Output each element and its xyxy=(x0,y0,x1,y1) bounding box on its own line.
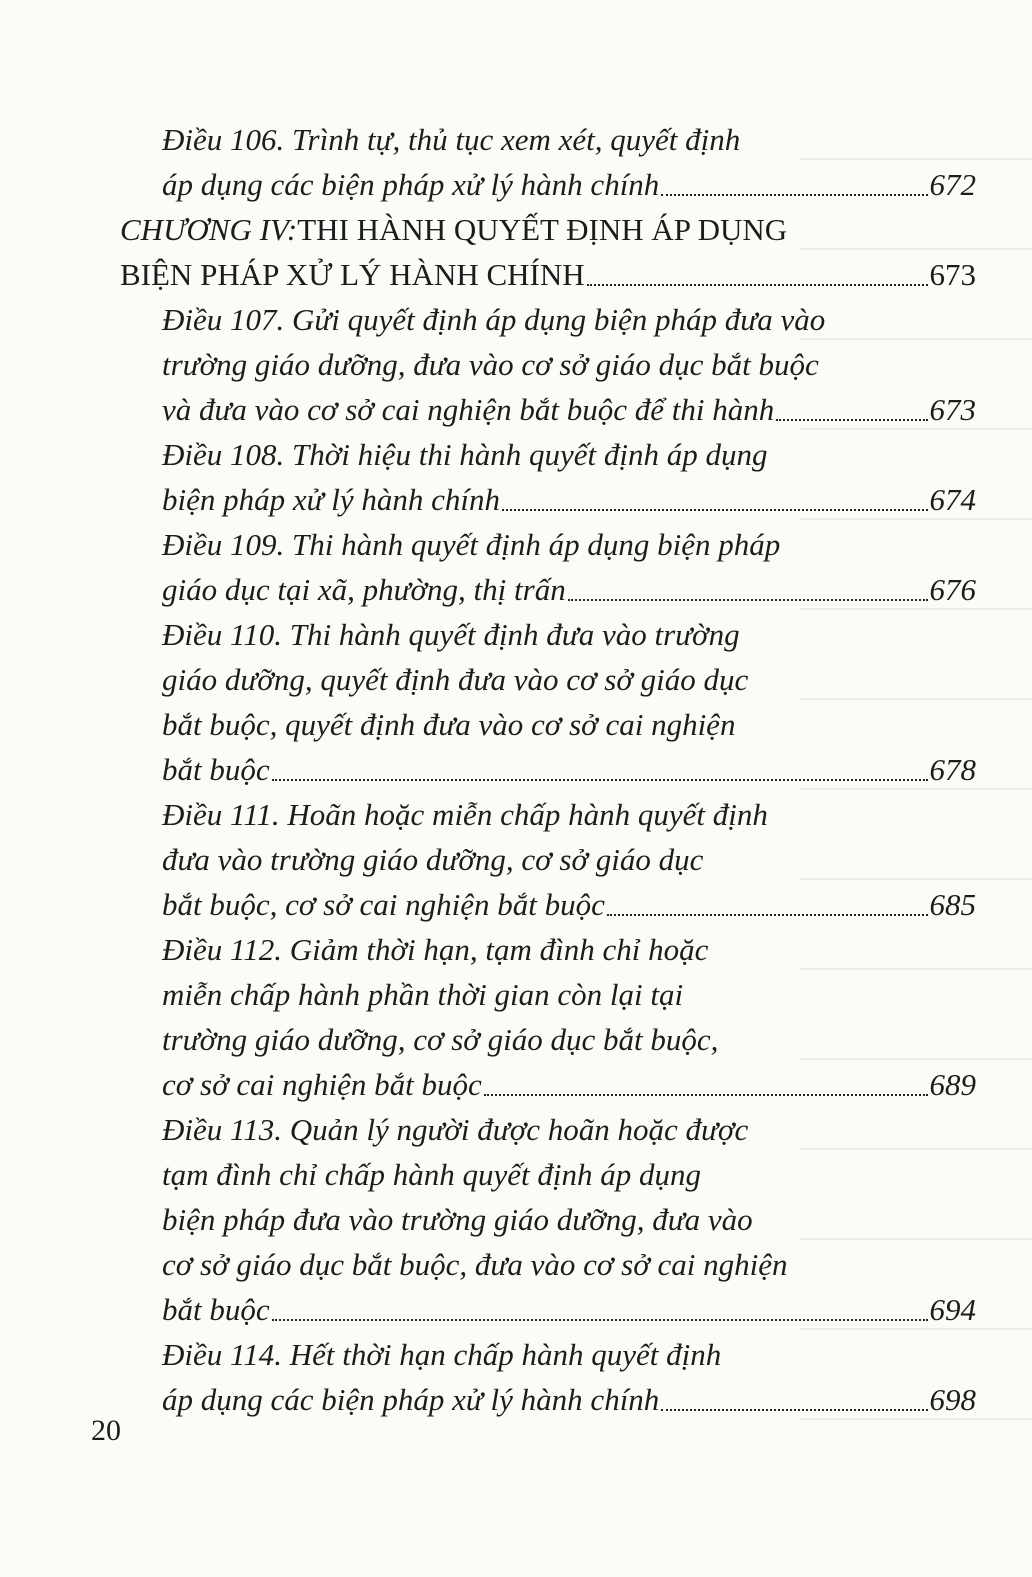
toc-line xyxy=(120,117,976,162)
toc-entry-text: tạm đình chỉ chấp hành quyết định áp dụng xyxy=(162,1157,701,1192)
toc-entry-text: bắt buộc, cơ sở cai nghiện bắt buộc xyxy=(162,887,605,922)
toc-page-ref: 698 xyxy=(929,1382,976,1417)
toc-entry-text: trường giáo dưỡng, đưa vào cơ sở giáo dục bắt buộc xyxy=(162,347,819,382)
dot-leader xyxy=(607,882,928,927)
toc-entry-text: THI HÀNH QUYẾT ĐỊNH ÁP DỤNG xyxy=(297,212,788,247)
toc-entry-text: BIỆN PHÁP XỬ LÝ HÀNH CHÍNH xyxy=(120,257,585,292)
dot-leader xyxy=(272,747,928,792)
toc-entry-text: Điều 114. Hết thời hạn chấp hành quyết định xyxy=(162,1337,722,1372)
toc-entry-text: bắt buộc xyxy=(162,752,270,787)
toc-entry-text: áp dụng các biện pháp xử lý hành chính xyxy=(162,1382,660,1417)
toc-line xyxy=(120,1017,976,1062)
toc-page-ref: 694 xyxy=(929,1292,976,1327)
toc-entry-text: cơ sở cai nghiện bắt buộc xyxy=(162,1067,482,1102)
toc-line xyxy=(120,1107,976,1152)
toc-line xyxy=(120,207,976,252)
toc-entry-text: Điều 113. Quản lý người được hoãn hoặc được xyxy=(162,1112,749,1147)
toc-line xyxy=(120,837,976,882)
toc-line xyxy=(120,1242,976,1287)
toc-page-ref: 673 xyxy=(929,392,976,427)
toc-page-ref: 673 xyxy=(929,257,976,292)
toc-line xyxy=(120,927,976,972)
toc-line xyxy=(120,792,976,837)
toc-entry-text: Điều 108. Thời hiệu thi hành quyết định áp dụng xyxy=(162,437,768,472)
toc-entry-text: cơ sở giáo dục bắt buộc, đưa vào cơ sở cai nghiện xyxy=(162,1247,788,1282)
toc-line xyxy=(120,657,976,702)
dot-leader xyxy=(661,162,927,207)
toc-line xyxy=(120,387,976,432)
toc-entry-text: biện pháp xử lý hành chính xyxy=(162,482,501,517)
toc-page-ref: 672 xyxy=(929,167,976,202)
toc-entry-text: Điều 112. Giảm thời hạn, tạm đình chỉ hoặc xyxy=(162,932,709,967)
toc-line xyxy=(120,1332,976,1377)
toc-line xyxy=(120,252,976,297)
toc-entry-text: Điều 109. Thi hành quyết định áp dụng biện pháp xyxy=(162,527,781,562)
toc-line xyxy=(120,1377,976,1422)
toc-line xyxy=(120,882,976,927)
toc-entry-text: bắt buộc, quyết định đưa vào cơ sở cai nghiện xyxy=(162,707,736,742)
toc-line xyxy=(120,342,976,387)
toc-line xyxy=(120,567,976,612)
toc-entry-text: biện pháp đưa vào trường giáo dưỡng, đưa vào xyxy=(162,1202,753,1237)
toc-line xyxy=(120,747,976,792)
toc-entry-text: Điều 107. Gửi quyết định áp dụng biện pháp đưa vào xyxy=(162,302,826,337)
dot-leader xyxy=(484,1062,928,1107)
dot-leader xyxy=(272,1287,928,1332)
toc-entry-text: miễn chấp hành phần thời gian còn lại tại xyxy=(162,977,684,1012)
toc-entry-text: giáo dưỡng, quyết định đưa vào cơ sở giáo dục xyxy=(162,662,749,697)
toc-line xyxy=(120,612,976,657)
table-of-contents xyxy=(120,117,976,1422)
toc-line xyxy=(120,1287,976,1332)
toc-line xyxy=(120,1062,976,1107)
toc-line xyxy=(120,477,976,522)
toc-line xyxy=(120,522,976,567)
dot-leader xyxy=(568,567,928,612)
toc-entry-text: Điều 111. Hoãn hoặc miễn chấp hành quyết định xyxy=(162,797,768,832)
toc-entry-text: bắt buộc xyxy=(162,1292,270,1327)
toc-page-ref: 676 xyxy=(929,572,976,607)
toc-page-ref: 678 xyxy=(929,752,976,787)
toc-line xyxy=(120,432,976,477)
dot-leader xyxy=(502,477,927,522)
dot-leader xyxy=(776,387,927,432)
toc-entry-text: áp dụng các biện pháp xử lý hành chính xyxy=(162,167,660,202)
toc-page-ref: 689 xyxy=(929,1067,976,1102)
chapter-label: CHƯƠNG IV: xyxy=(120,212,298,247)
toc-line xyxy=(120,1197,976,1242)
toc-entry-text: Điều 106. Trình tự, thủ tục xem xét, quyết định xyxy=(162,122,741,157)
toc-entry-text: trường giáo dưỡng, cơ sở giáo dục bắt buộc, xyxy=(162,1022,719,1057)
page-number: 20 xyxy=(91,1414,121,1447)
toc-entry-text: giáo dục tại xã, phường, thị trấn xyxy=(162,572,566,607)
dot-leader xyxy=(587,252,928,297)
toc-page-ref: 674 xyxy=(929,482,976,517)
toc-line xyxy=(120,1152,976,1197)
toc-entry-text: đưa vào trường giáo dưỡng, cơ sở giáo dục xyxy=(162,842,704,877)
toc-line xyxy=(120,297,976,342)
dot-leader xyxy=(661,1377,927,1422)
toc-line xyxy=(120,972,976,1017)
toc-entry-text: và đưa vào cơ sở cai nghiện bắt buộc để thi hành xyxy=(162,392,775,427)
toc-line xyxy=(120,702,976,747)
toc-line xyxy=(120,162,976,207)
toc-entry-text: Điều 110. Thi hành quyết định đưa vào trường xyxy=(162,617,740,652)
toc-page-ref: 685 xyxy=(929,887,976,922)
